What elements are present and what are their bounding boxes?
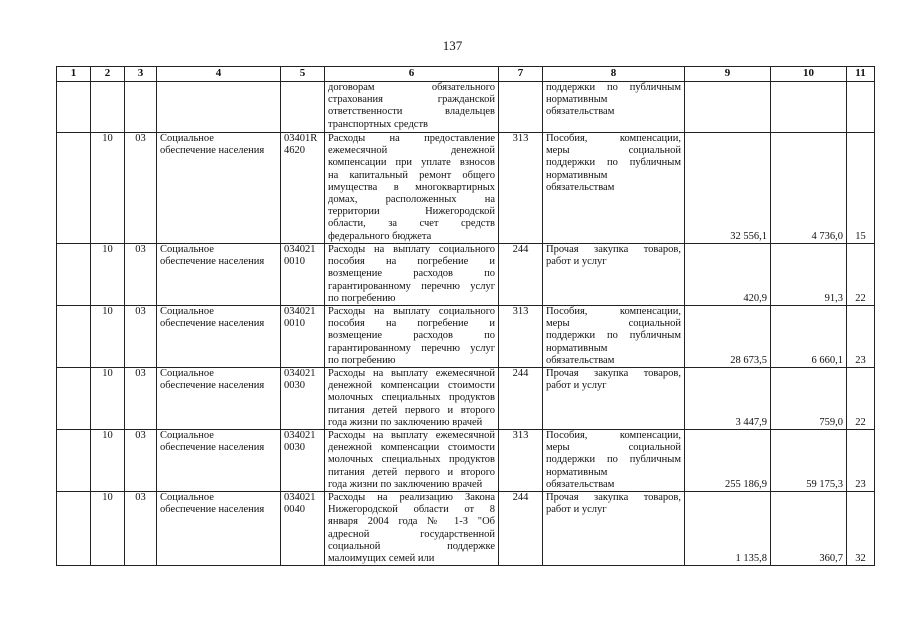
cell-text: 10 — [102, 492, 113, 504]
cell-expense-type — [499, 244, 543, 306]
cell-subsection — [125, 492, 157, 566]
cell-text-line: территории Нижегородской — [328, 206, 495, 218]
cell-text-line: Расходы на выплату социального — [328, 244, 495, 255]
cell-rate — [847, 133, 875, 244]
cell-text-line: Социальное — [160, 430, 214, 442]
cell-text-line: Социальное — [160, 306, 214, 318]
cell-text-line: Прочая закупка товаров, — [546, 492, 681, 504]
cell-text: 15 — [855, 230, 866, 242]
cell-col-1 — [57, 492, 91, 566]
cell-section-name — [157, 430, 281, 492]
cell-text-line: имущества в многоквартирных — [328, 181, 495, 193]
cell-amount-2016 — [771, 82, 847, 133]
cell-text: 10 — [102, 133, 113, 144]
cell-target-article — [281, 244, 325, 306]
cell-text: 759,0 — [819, 416, 843, 428]
cell-text-line: Расходы на предоставление — [328, 133, 495, 144]
table-body — [57, 82, 875, 566]
cell-section — [91, 306, 125, 368]
cell-text-line: обеспечение населения — [160, 318, 265, 330]
cell-expense-type-name — [543, 430, 685, 492]
cell-text-line: обеспечение населения — [160, 256, 265, 268]
cell-text-line: денежной компенсации стоимости — [328, 442, 495, 454]
cell-text-line: января 2004 года № 1-З "Об — [328, 516, 495, 528]
cell-target-article — [281, 133, 325, 244]
header-cell: 4 — [157, 67, 281, 82]
cell-text: 10 — [102, 430, 113, 442]
cell-text-line: социальной поддержке — [328, 540, 495, 552]
cell-text-line: поддержки по публичным — [546, 330, 681, 342]
cell-section-name — [157, 306, 281, 368]
cell-text: 03 — [135, 133, 146, 144]
cell-amount-2016 — [771, 492, 847, 566]
cell-text: 313 — [512, 133, 529, 144]
cell-text-line: обязательствам — [546, 478, 615, 490]
cell-expense-type — [499, 82, 543, 133]
cell-subsection — [125, 244, 157, 306]
header-cell: 5 — [281, 67, 325, 82]
cell-text-line: компенсации при уплате взносов — [328, 157, 495, 169]
cell-text-line: договорам обязательного — [328, 82, 495, 93]
cell-rate — [847, 306, 875, 368]
cell-text-line: меры социальной — [546, 442, 681, 454]
cell-text-line: нормативным — [546, 94, 608, 106]
cell-text: 91,3 — [824, 292, 843, 304]
header-cell: 10 — [771, 67, 847, 82]
cell-subsection — [125, 368, 157, 430]
cell-section-name — [157, 133, 281, 244]
cell-text-line: денежной компенсации стоимости — [328, 380, 495, 392]
cell-amount-2016 — [771, 306, 847, 368]
cell-subsection — [125, 306, 157, 368]
cell-text: 03 — [135, 306, 146, 318]
cell-expense-name — [325, 133, 499, 244]
cell-amount-2015 — [685, 82, 771, 133]
cell-text: 03 — [135, 244, 146, 255]
cell-text-line: обязательствам — [546, 181, 615, 193]
cell-text-line: питания детей первого и второго — [328, 466, 495, 478]
header-cell: 8 — [543, 67, 685, 82]
cell-expense-type — [499, 133, 543, 244]
cell-subsection — [125, 133, 157, 244]
cell-expense-type-name — [543, 82, 685, 133]
cell-target-article — [281, 430, 325, 492]
cell-text-line: гарантированному перечню услуг — [328, 342, 495, 354]
cell-expense-name — [325, 430, 499, 492]
cell-text-line: 034021 — [284, 430, 316, 442]
cell-text-line: 034021 — [284, 244, 316, 255]
cell-col-1 — [57, 133, 91, 244]
cell-text: 32 — [855, 553, 866, 565]
cell-text: 10 — [102, 368, 113, 380]
header-cell: 6 — [325, 67, 499, 82]
cell-text-line: Социальное — [160, 368, 214, 380]
cell-rate — [847, 492, 875, 566]
table-row — [57, 133, 875, 244]
cell-text-line: Прочая закупка товаров, — [546, 244, 681, 255]
cell-text: 28 673,5 — [730, 354, 767, 366]
cell-rate — [847, 82, 875, 133]
cell-text: 360,7 — [819, 553, 843, 565]
cell-text-line: 0010 — [284, 256, 305, 268]
cell-text: 23 — [855, 478, 866, 490]
cell-text-line: 034021 — [284, 368, 316, 380]
cell-text-line: молочных специальных продуктов — [328, 392, 495, 404]
cell-text-line: федерального бюджета — [328, 230, 432, 242]
cell-text: 03 — [135, 492, 146, 504]
cell-text-line: 03401R — [284, 133, 318, 144]
cell-expense-name — [325, 368, 499, 430]
cell-expense-type-name — [543, 492, 685, 566]
page-number: 137 — [442, 38, 463, 53]
cell-text-line: возмещение расходов по — [328, 330, 495, 342]
cell-text-line: обеспечение населения — [160, 145, 265, 157]
cell-col-1 — [57, 368, 91, 430]
table-row — [57, 244, 875, 306]
cell-text-line: гарантированному перечню услуг — [328, 280, 495, 292]
cell-text-line: транспортных средств — [328, 118, 429, 130]
cell-text-line: обязательствам — [546, 106, 615, 118]
cell-target-article — [281, 368, 325, 430]
cell-text-line: пособия на погребение и — [328, 318, 495, 330]
cell-text: 03 — [135, 430, 146, 442]
cell-expense-type-name — [543, 306, 685, 368]
cell-text-line: обеспечение населения — [160, 504, 265, 516]
cell-text-line: работ и услуг — [546, 380, 607, 392]
cell-text-line: молочных специальных продуктов — [328, 454, 495, 466]
cell-text-line: малоимущих семей или — [328, 553, 435, 565]
cell-text-line: Пособия, компенсации, — [546, 430, 681, 442]
cell-col-1 — [57, 244, 91, 306]
cell-text: 244 — [512, 244, 529, 255]
cell-expense-name — [325, 244, 499, 306]
cell-amount-2015 — [685, 492, 771, 566]
cell-text-line: Расходы на выплату социального — [328, 306, 495, 318]
cell-text-line: меры социальной — [546, 318, 681, 330]
cell-target-article — [281, 306, 325, 368]
cell-text-line: по погребению — [328, 292, 396, 304]
cell-target-article — [281, 82, 325, 133]
cell-text: 03 — [135, 368, 146, 380]
cell-section — [91, 430, 125, 492]
cell-amount-2016 — [771, 133, 847, 244]
header-cell: 9 — [685, 67, 771, 82]
cell-text-line: обязательствам — [546, 354, 615, 366]
cell-amount-2016 — [771, 368, 847, 430]
cell-text-line: по погребению — [328, 354, 396, 366]
cell-text-line: возмещение расходов по — [328, 268, 495, 280]
cell-text: 255 186,9 — [725, 478, 767, 490]
cell-text-line: Прочая закупка товаров, — [546, 368, 681, 380]
cell-text-line: питания детей первого и второго — [328, 404, 495, 416]
cell-text: 6 660,1 — [811, 354, 843, 366]
cell-text-line: нормативным — [546, 466, 608, 478]
cell-text-line: Пособия, компенсации, — [546, 133, 681, 144]
cell-rate — [847, 368, 875, 430]
cell-text-line: Расходы на выплату ежемесячной — [328, 430, 495, 442]
cell-subsection — [125, 82, 157, 133]
cell-expense-type — [499, 306, 543, 368]
cell-text-line: области, за счет средств — [328, 218, 495, 230]
cell-text-line: Социальное — [160, 133, 214, 144]
cell-rate — [847, 430, 875, 492]
cell-text-line: Социальное — [160, 244, 214, 255]
cell-text: 313 — [512, 430, 529, 442]
cell-text-line: ежемесячной денежной — [328, 145, 495, 157]
cell-text: 244 — [512, 368, 529, 380]
table-row — [57, 368, 875, 430]
cell-text-line: меры социальной — [546, 145, 681, 157]
cell-text-line: 034021 — [284, 492, 316, 504]
header-cell: 1 — [57, 67, 91, 82]
cell-text: 23 — [855, 354, 866, 366]
cell-amount-2015 — [685, 133, 771, 244]
table-row — [57, 430, 875, 492]
cell-text-line: Расходы на выплату ежемесячной — [328, 368, 495, 380]
cell-text-line: на капитальный ремонт общего — [328, 169, 495, 181]
cell-section-name — [157, 82, 281, 133]
budget-table — [56, 66, 875, 566]
cell-target-article — [281, 492, 325, 566]
header-cell: 7 — [499, 67, 543, 82]
cell-text: 59 175,3 — [806, 478, 843, 490]
cell-text-line: 4620 — [284, 145, 305, 157]
cell-text-line: года жизни по заключению врачей — [328, 416, 483, 428]
cell-text-line: поддержки по публичным — [546, 157, 681, 169]
cell-section-name — [157, 244, 281, 306]
cell-text-line: 034021 — [284, 306, 316, 318]
cell-text-line: работ и услуг — [546, 504, 607, 516]
cell-text: 420,9 — [743, 292, 767, 304]
cell-text-line: ответственности владельцев — [328, 106, 495, 118]
cell-col-1 — [57, 430, 91, 492]
cell-text: 10 — [102, 306, 113, 318]
cell-expense-type — [499, 368, 543, 430]
cell-text-line: работ и услуг — [546, 256, 607, 268]
cell-expense-type-name — [543, 133, 685, 244]
cell-text: 313 — [512, 306, 529, 318]
cell-text: 32 556,1 — [730, 230, 767, 242]
cell-text-line: поддержки по публичным — [546, 454, 681, 466]
cell-text-line: страхования гражданской — [328, 94, 495, 106]
cell-text: 22 — [855, 416, 866, 428]
cell-text: 244 — [512, 492, 529, 504]
cell-col-1 — [57, 82, 91, 133]
cell-text-line: обеспечение населения — [160, 380, 265, 392]
header-cell: 11 — [847, 67, 875, 82]
cell-amount-2015 — [685, 368, 771, 430]
cell-text-line: Расходы на реализацию Закона — [328, 492, 495, 504]
cell-text: 4 736,0 — [811, 230, 843, 242]
cell-expense-type-name — [543, 244, 685, 306]
cell-section — [91, 244, 125, 306]
cell-text-line: пособия на погребение и — [328, 256, 495, 268]
cell-section-name — [157, 492, 281, 566]
cell-text-line: обеспечение населения — [160, 442, 265, 454]
cell-amount-2015 — [685, 244, 771, 306]
cell-expense-type — [499, 430, 543, 492]
cell-text: 1 135,8 — [735, 553, 767, 565]
cell-text-line: 0030 — [284, 442, 305, 454]
cell-text-line: 0030 — [284, 380, 305, 392]
cell-text-line: нормативным — [546, 342, 608, 354]
cell-section — [91, 82, 125, 133]
cell-expense-type-name — [543, 368, 685, 430]
cell-col-1 — [57, 306, 91, 368]
cell-section-name — [157, 368, 281, 430]
header-row — [57, 67, 875, 82]
cell-section — [91, 492, 125, 566]
table-row — [57, 82, 875, 133]
cell-text: 3 447,9 — [735, 416, 767, 428]
cell-rate — [847, 244, 875, 306]
cell-subsection — [125, 430, 157, 492]
cell-amount-2016 — [771, 244, 847, 306]
cell-section — [91, 368, 125, 430]
cell-text-line: Пособия, компенсации, — [546, 306, 681, 318]
cell-expense-type — [499, 492, 543, 566]
cell-text-line: нормативным — [546, 169, 608, 181]
cell-amount-2015 — [685, 306, 771, 368]
cell-text-line: 0010 — [284, 318, 305, 330]
cell-expense-name — [325, 492, 499, 566]
header-cell: 3 — [125, 67, 157, 82]
cell-amount-2016 — [771, 430, 847, 492]
cell-text: 22 — [855, 292, 866, 304]
cell-text-line: 0040 — [284, 504, 305, 516]
cell-text-line: Нижегородской области от 8 — [328, 504, 495, 516]
table-row — [57, 306, 875, 368]
cell-text-line: поддержки по публичным — [546, 82, 681, 93]
cell-text-line: года жизни по заключению врачей — [328, 478, 483, 490]
cell-section — [91, 133, 125, 244]
header-cell: 2 — [91, 67, 125, 82]
cell-amount-2015 — [685, 430, 771, 492]
cell-text-line: домах, расположенных на — [328, 194, 495, 206]
cell-text-line: адресной государственной — [328, 528, 495, 540]
cell-expense-name — [325, 82, 499, 133]
cell-text-line: Социальное — [160, 492, 214, 504]
cell-expense-name — [325, 306, 499, 368]
table-row — [57, 492, 875, 566]
cell-text: 10 — [102, 244, 113, 255]
